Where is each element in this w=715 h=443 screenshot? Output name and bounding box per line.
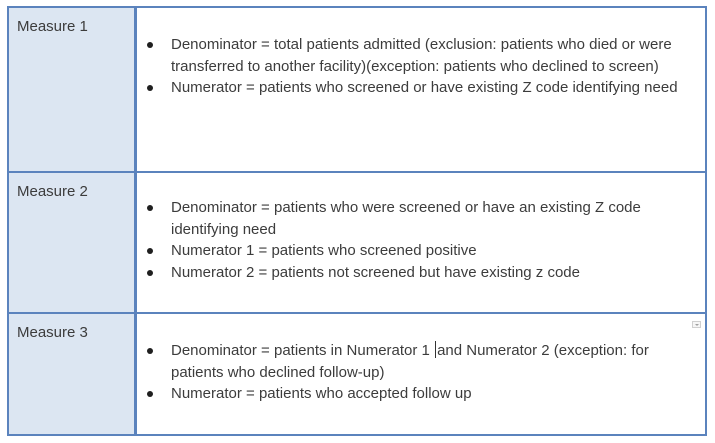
measure-2-numerator-2-text: Numerator 2 = patients not screened but have existing z code [171,263,580,281]
row-label-measure-1[interactable] [9,8,137,173]
bullet-icon [147,85,153,91]
row-content-measure-2[interactable] [137,173,705,314]
measure-2-numerator-1-text: Numerator 1 = patients who screened positive [171,242,477,259]
list-item [145,262,695,284]
measure-2-label: Measure 2 [17,183,88,200]
measure-1-label: Measure 1 [17,18,88,35]
list-item [145,197,695,240]
bullet-icon [147,205,153,211]
bullet-icon [147,270,153,276]
dropdown-arrow-icon[interactable] [692,321,701,328]
list-item [145,34,695,77]
row-content-measure-1[interactable] [137,8,705,173]
list-item [145,77,695,99]
measure-3-denominator-text-before-caret: Denominator = patients in Numerator 1 [171,342,435,359]
measure-1-denominator-text: Denominator = total patients admitted (exclusion: patients who died or were transferred to another facility)(exception: patients who declined to screen) [171,36,672,75]
measure-3-bullet-list [145,340,695,405]
measure-3-denominator-text-after-caret: and Numerator 2 (exception: for patients who declined follow-up) [171,342,649,381]
text-cursor [435,341,436,358]
list-item [145,240,695,262]
bullet-icon [147,248,153,254]
measure-1-numerator-text: Numerator = patients who screened or have existing Z code identifying need [171,79,678,96]
row-label-measure-3[interactable] [9,314,137,434]
row-label-measure-2[interactable] [9,173,137,314]
row-content-measure-3[interactable] [137,314,705,434]
measure-2-denominator-text: Denominator = patients who were screened or have an existing Z code identifying need [171,199,641,238]
bullet-icon [147,348,153,354]
list-item [145,340,695,383]
measure-3-numerator-text: Numerator = patients who accepted follow up [171,385,472,402]
bullet-icon [147,391,153,397]
measure-2-bullet-list [145,197,695,283]
measure-1-bullet-list [145,34,695,99]
list-item [145,383,695,405]
measure-3-label: Measure 3 [17,324,88,341]
bullet-icon [147,42,153,48]
measures-table [7,6,707,436]
